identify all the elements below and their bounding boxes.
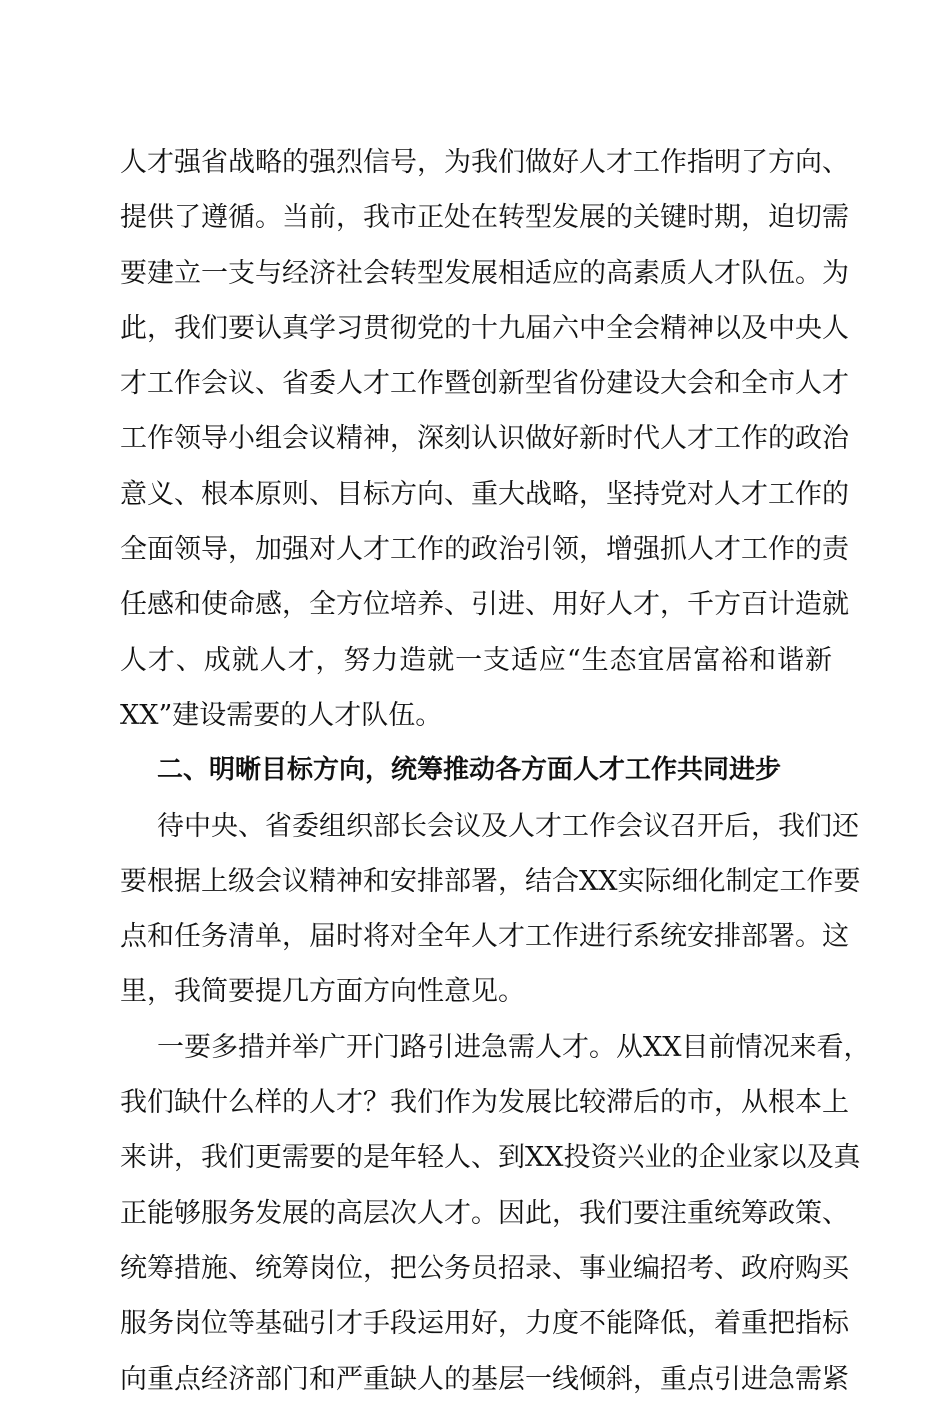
paragraph-2 <box>120 799 861 1020</box>
text-line: 统筹措施、统筹岗位，把公务员招录、事业编招考、政府购买 <box>120 1252 849 1284</box>
paragraph-1 <box>120 135 849 743</box>
text-line: 人才、成就人才，努力造就一支适应“生态宜居富裕和谐新 <box>120 644 832 676</box>
text-line: 人才强省战略的强烈信号，为我们做好人才工作指明了方向、 <box>120 147 849 178</box>
text-line: 来讲，我们更需要的是年轻人、到XX投资兴业的企业家以及真 <box>120 1142 861 1174</box>
text-line: 全面领导，加强对人才工作的政治引领，增强抓人才工作的责 <box>120 534 849 566</box>
text-line: 点和任务清单，届时将对全年人才工作进行系统安排部署。这 <box>120 921 849 953</box>
text-line: 服务岗位等基础引才手段运用好，力度不能降低，着重把指标 <box>120 1308 849 1340</box>
document-body <box>120 135 871 1407</box>
section-heading: 二、明晰目标方向，统筹推动各方面人才工作共同进步 <box>157 755 782 786</box>
text-line: 才工作会议、省委人才工作暨创新型省份建设大会和全市人才 <box>120 368 849 400</box>
text-line: 要建立一支与经济社会转型发展相适应的高素质人才队伍。为 <box>120 257 849 289</box>
text-line: 里，我简要提几方面方向性意见。 <box>120 976 525 1008</box>
text-line: 我们缺什么样的人才？我们作为发展比较滞后的市，从根本上 <box>120 1087 849 1119</box>
text-line: 一要多措并举广开门路引进急需人才。从XX目前情况来看， <box>157 1031 871 1063</box>
text-line: 提供了遵循。当前，我市正处在转型发展的关键时期，迫切需 <box>120 202 849 234</box>
text-line: 向重点经济部门和严重缺人的基层一线倾斜，重点引进急需紧 <box>120 1363 849 1395</box>
text-line: 任感和使命感，全方位培养、引进、用好人才，千方百计造就 <box>120 589 849 621</box>
text-line: XX”建设需要的人才队伍。 <box>120 699 443 731</box>
text-line: 意义、根本原则、目标方向、重大战略，坚持党对人才工作的 <box>120 478 849 510</box>
text-line: 要根据上级会议精神和安排部署，结合XX实际细化制定工作要 <box>120 865 861 897</box>
text-line: 工作领导小组会议精神，深刻认识做好新时代人才工作的政治 <box>120 423 849 455</box>
text-line: 此，我们要认真学习贯彻党的十九届六中全会精神以及中央人 <box>120 312 849 344</box>
text-line: 待中央、省委组织部长会议及人才工作会议召开后，我们还 <box>157 810 859 842</box>
text-line: 正能够服务发展的高层次人才。因此，我们要注重统筹政策、 <box>120 1197 849 1229</box>
paragraph-3 <box>120 1020 871 1407</box>
